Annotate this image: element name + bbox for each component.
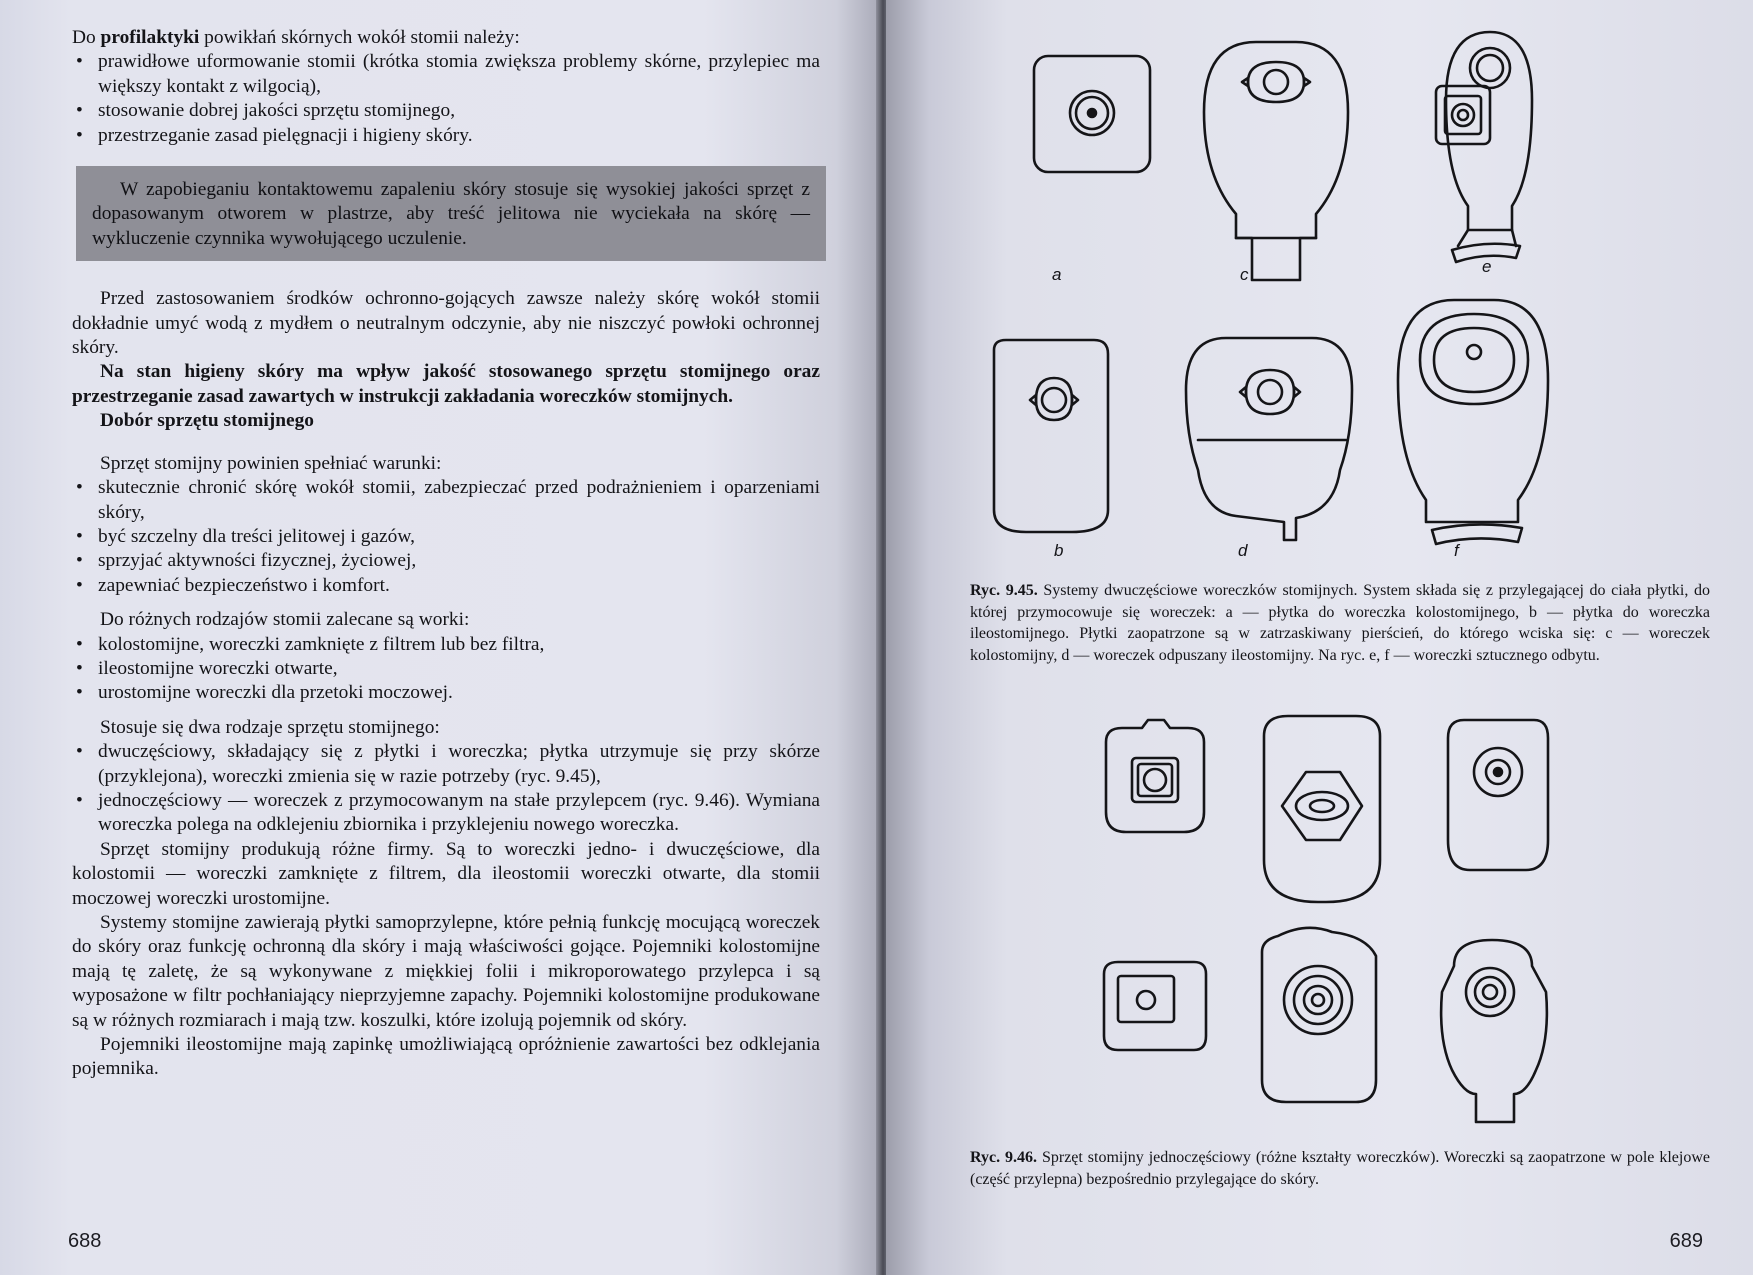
illustration-c-bag: [1204, 42, 1348, 280]
figure-letter-b: b: [1054, 541, 1064, 560]
illustration-946-1: [1106, 720, 1204, 832]
conditions-intro: Sprzęt stomijny powinien spełniać warunki:: [100, 452, 442, 474]
illustration-a-plate: [1034, 56, 1150, 172]
ileostomy-paragraph: Pojemniki ileostomijne mają zapinkę umożliwiającą opróżnienie zawartości bez odklejania pojemnika.: [72, 1034, 820, 1080]
conditions-list: [72, 476, 820, 598]
section-heading: Dobór sprzętu stomijnego: [100, 410, 314, 432]
page-number-left: 688: [68, 1230, 102, 1252]
intro-paragraph: [72, 26, 820, 50]
illustration-946-6: [1441, 940, 1547, 1122]
highlight-box-text: W zapobieganiu kontaktowemu zapaleniu skóry stosuje się wysokiej jakości sprzęt z dopasowanym otworem w plastrze, aby treść jelitowa nie wyciekała na skórę — wykluczenie czynnika wywołującego uczulenie.: [92, 179, 810, 249]
figure-letter-c: c: [1240, 265, 1249, 284]
bold-paragraph: Na stan higieny skóry ma wpływ jakość stosowanego sprzętu stomijnego oraz przestrzeganie zasad zawartych w instrukcji zakładania woreczków stomijnych.: [72, 361, 820, 407]
list-item: • przestrzeganie zasad pielęgnacji i higieny skóry.: [72, 124, 820, 148]
list-item: • ileostomijne woreczki otwarte,: [72, 657, 820, 681]
intro-bold-word: profilaktyki: [100, 27, 200, 48]
kinds-list: [72, 740, 820, 838]
illustration-946-2: [1264, 716, 1380, 902]
illustration-f-bag: [1398, 300, 1548, 544]
intro-list: [72, 50, 820, 148]
intro-suffix: powikłań skórnych wokół stomii należy:: [199, 27, 520, 48]
left-text-column: [72, 26, 820, 1082]
caption-label: Ryc. 9.46.: [970, 1149, 1038, 1166]
types-intro: Do różnych rodzajów stomii zalecane są worki:: [100, 609, 470, 631]
caption-text: Sprzęt stomijny jednoczęściowy (różne kształty woreczków). Woreczki są zaopatrzone w pole klejowe (część przylepna) bezpośrednio przylegające do skóry.: [970, 1149, 1710, 1188]
figure-946-caption: [970, 1147, 1710, 1190]
illustration-946-3: [1448, 720, 1548, 870]
figure-letter-e: e: [1482, 257, 1492, 276]
figure-letter-a: a: [1052, 265, 1062, 284]
cleaning-paragraph: Przed zastosowaniem środków ochronno-gojących zawsze należy skórę wokół stomii dokładnie umyć wodą z mydłem o neutralnym odczynie, aby nie niszczyć powłoki ochronnej skóry.: [72, 288, 820, 359]
list-item: • stosowanie dobrej jakości sprzętu stomijnego,: [72, 99, 820, 123]
types-list: [72, 633, 820, 706]
list-item: • zapewniać bezpieczeństwo i komfort.: [72, 574, 820, 598]
list-item: • dwuczęściowy, składający się z płytki i woreczka; płytka utrzymuje się przy skórze (przyklejona), woreczki zmienia się w razie potrzeby (ryc. 9.45),: [72, 740, 820, 789]
firms-paragraph: Sprzęt stomijny produkują różne firmy. Są to woreczki jedno- i dwuczęściowe, dla kolostomii — woreczki zamknięte z filtrem, dla ileostomii woreczki otwarte, dla stomii moczowej woreczki urostomijne.: [72, 838, 820, 909]
figure-letter-d: d: [1238, 541, 1248, 560]
list-item: • urostomijne woreczki dla przetoki moczowej.: [72, 681, 820, 705]
list-item: • jednoczęściowy — woreczek z przymocowanym na stałe przylepcem (ryc. 9.46). Wymiana woreczka polega na odklejeniu zbiornika i przyklejeniu nowego woreczka.: [72, 789, 820, 838]
list-item: • sprzyjać aktywności fizycznej, życiowej,: [72, 549, 820, 573]
illustration-946-4: [1104, 962, 1206, 1050]
figure-945-caption: [970, 580, 1710, 666]
list-item: • skutecznie chronić skórę wokół stomii, zabezpieczać przed podrażnieniem i oparzeniami skóry,: [72, 476, 820, 525]
caption-text: Systemy dwuczęściowe woreczków stomijnych. System składa się z przylegającej do ciała płytki, do której przymocowuje się woreczek: a — płytka do woreczka kolostomijnego, b — płytka do woreczka ileostomijnego. Płytki zaopatrzone są w zatrzaskiwany pierścień, do którego wciska się: c — woreczek kolostomijny, d — woreczek odpuszany ileostomijny. Na ryc. e, f — woreczki sztucznego odbytu.: [970, 582, 1710, 664]
illustration-d-bag: [1186, 338, 1352, 540]
page-number-right: 689: [1669, 1230, 1703, 1252]
highlight-box: [76, 166, 826, 261]
systems-paragraph: Systemy stomijne zawierają płytki samoprzylepne, które pełnią funkcję mocującą woreczek do skóry oraz funkcję ochronną dla skóry i mają właściwości gojące. Pojemniki kolostomijne mają tę zaletę, że są wykonywane z miękkiej folii i mikroporowatego przylepca i są wyposażone w filtr pochłaniający nieprzyjemne zapachy. Pojemniki kolostomijne produkowane są w różnych rozmiarach i mają tzw. koszulki, które izolują pojemnik od skóry.: [72, 912, 820, 1031]
caption-label: Ryc. 9.45.: [970, 582, 1038, 599]
illustration-946-5: [1262, 928, 1376, 1102]
list-item: • być szczelny dla treści jelitowej i gazów,: [72, 525, 820, 549]
list-item: • kolostomijne, woreczki zamknięte z filtrem lub bez filtra,: [72, 633, 820, 657]
right-page: [886, 0, 1753, 1275]
illustration-e-bag: [1436, 32, 1532, 262]
illustration-b-plate: [994, 340, 1108, 532]
list-item: • prawidłowe uformowanie stomii (krótka stomia zwiększa problemy skórne, przylepiec ma większy kontakt z wilgocią),: [72, 50, 820, 99]
figure-letter-f: f: [1454, 541, 1459, 560]
intro-prefix: Do: [72, 27, 101, 48]
kinds-intro: Stosuje się dwa rodzaje sprzętu stomijnego:: [100, 716, 440, 738]
